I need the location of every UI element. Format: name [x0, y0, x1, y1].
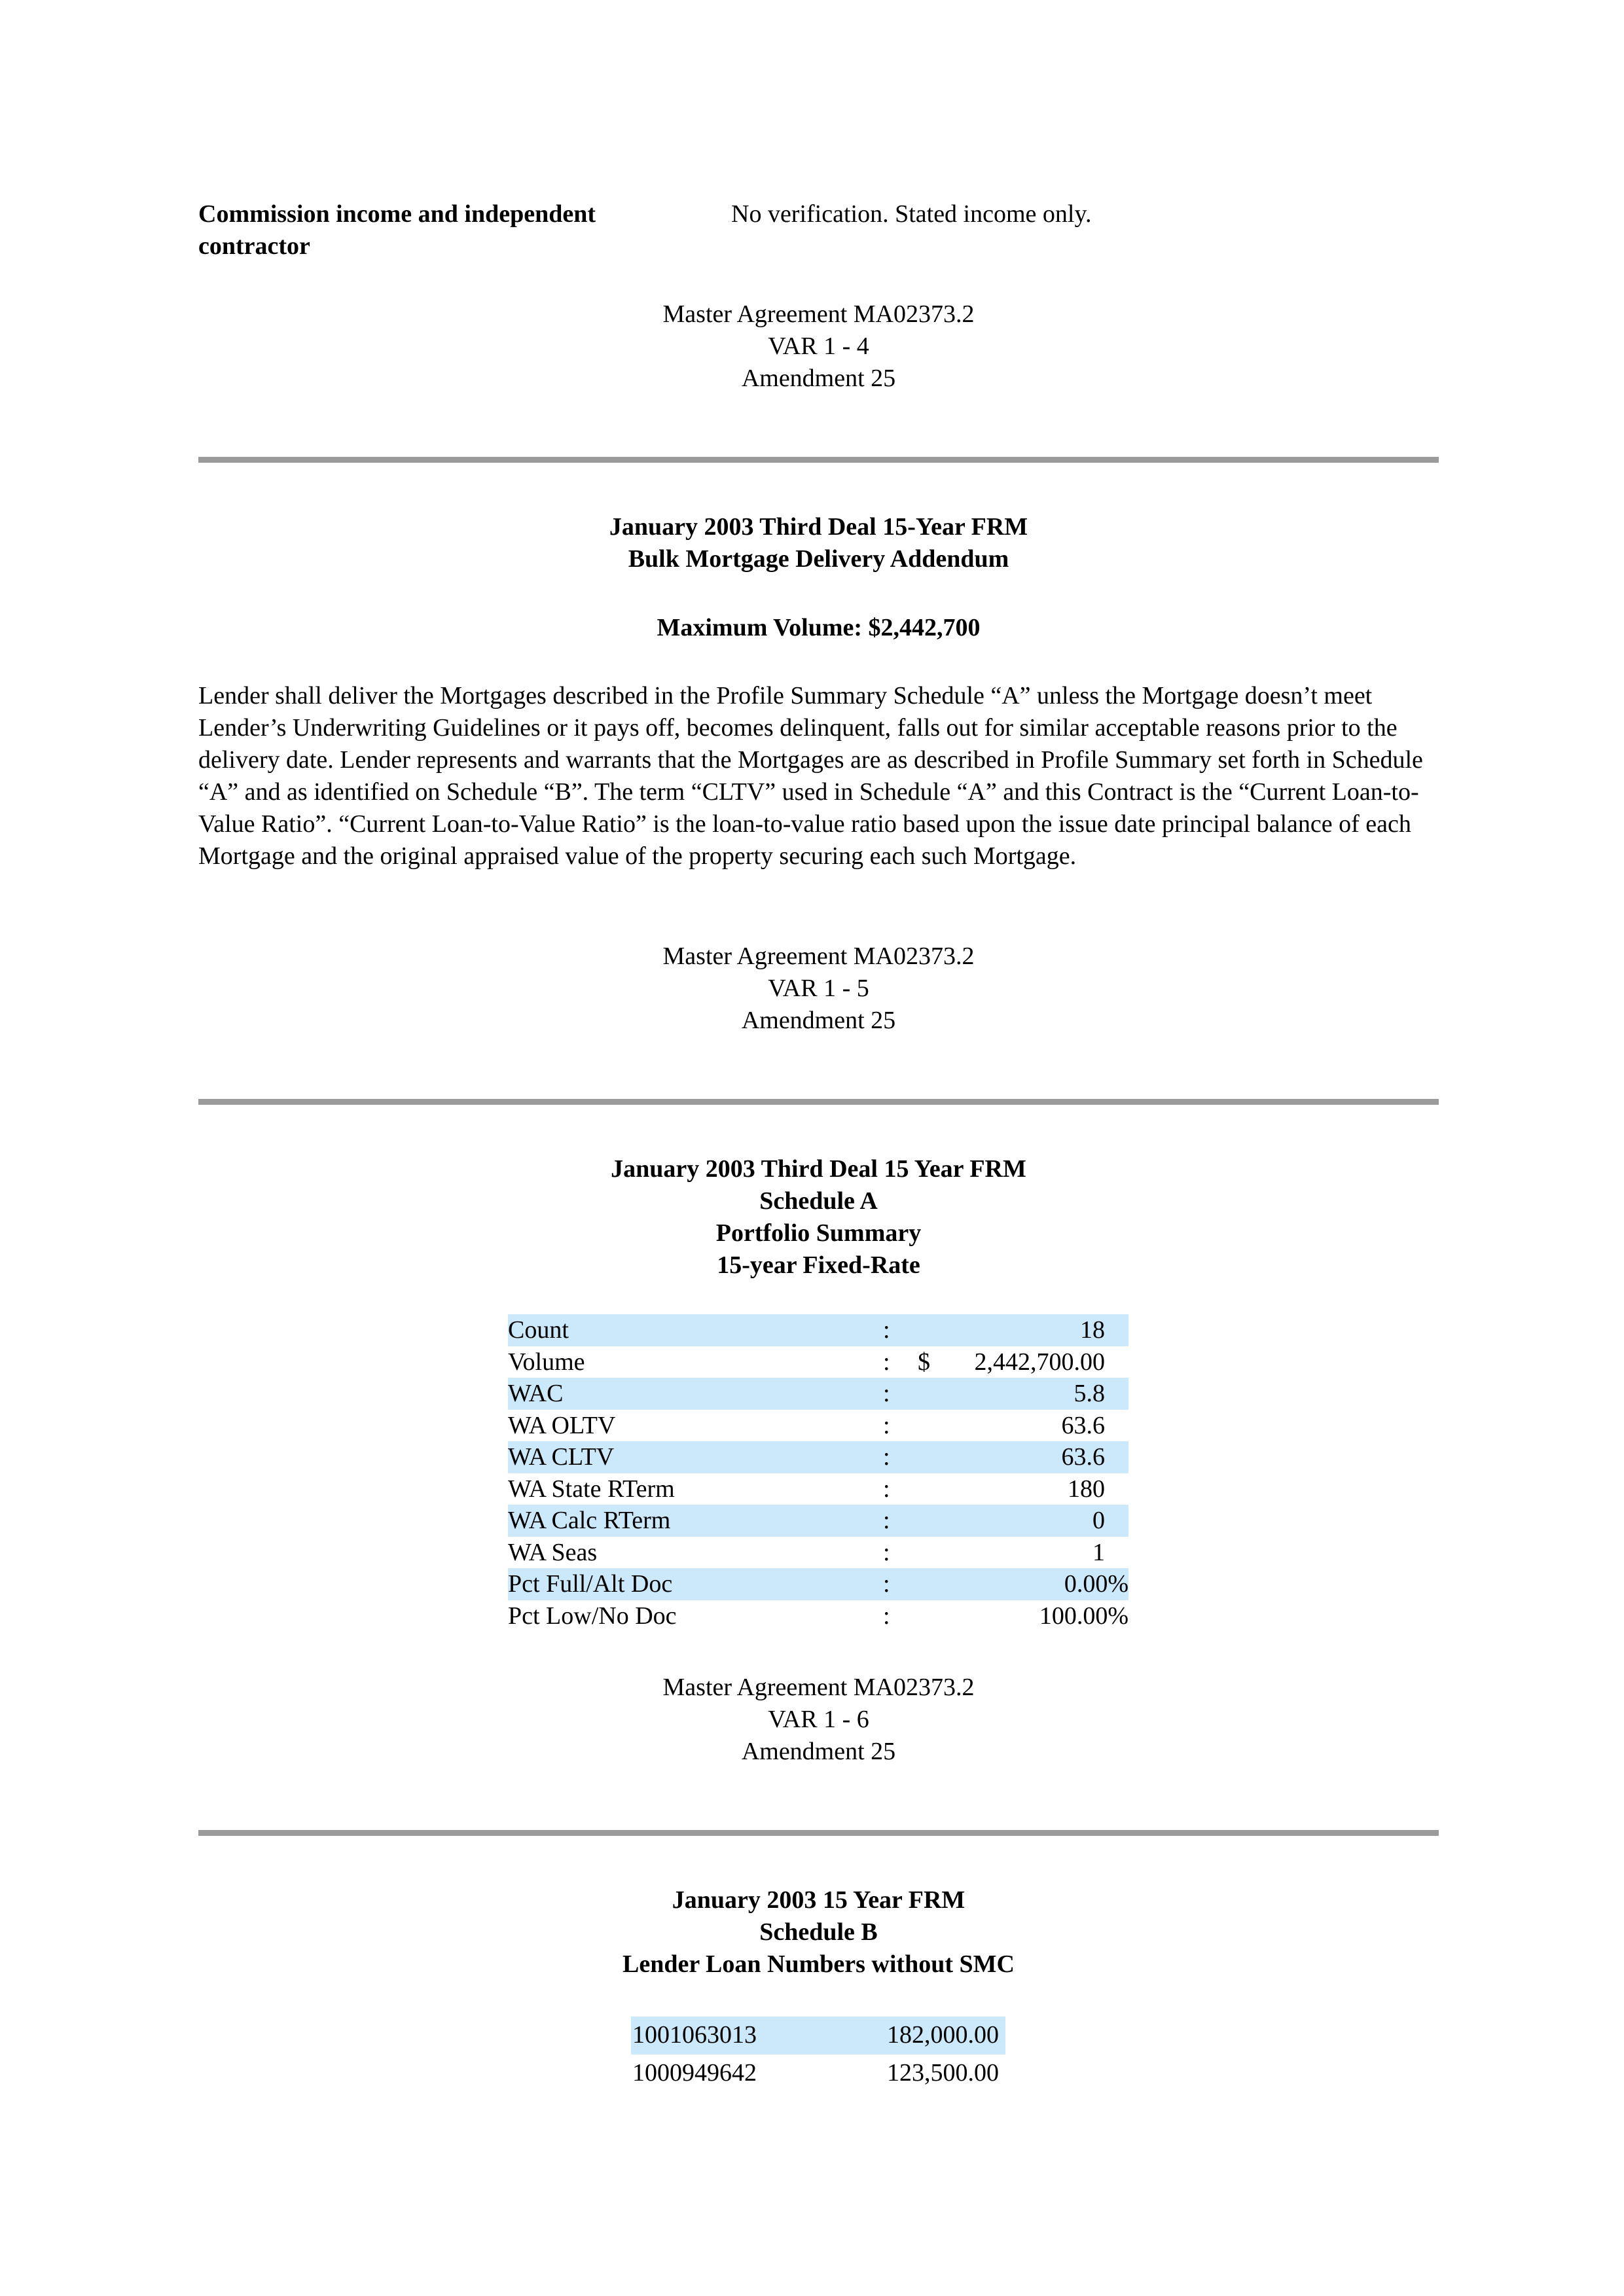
summary-row [508, 1473, 1128, 1505]
page-divider [198, 1830, 1439, 1836]
summary-value: 0.00% [1064, 1570, 1128, 1598]
footer-agreement: Master Agreement MA02373.2 [662, 1674, 975, 1701]
summary-value: 100.00% [1039, 1602, 1128, 1630]
summary-label: Pct Low/No Doc [508, 1602, 677, 1630]
summary-label: WA Calc RTerm [508, 1507, 671, 1534]
schedule-b-title-line-2: Schedule B [759, 1918, 878, 1946]
summary-value: 63.6 [1061, 1443, 1105, 1471]
summary-row [508, 1346, 1128, 1378]
summary-label: WA Seas [508, 1538, 598, 1566]
footer-page-ref: VAR 1 - 4 [768, 332, 869, 360]
summary-colon: : [883, 1380, 890, 1407]
loan-row [631, 2017, 1005, 2054]
schedule-a-title-line-1: January 2003 Third Deal 15 Year FRM [611, 1155, 1026, 1183]
portfolio-summary-table [508, 1314, 1128, 1632]
summary-label: WA CLTV [508, 1443, 615, 1471]
summary-currency: $ [918, 1348, 930, 1376]
addendum-body-paragraph: Lender shall deliver the Mortgages described in the Profile Summary Schedule “A” unless the Mortgage doesn’t meet Lender’s Underwriting Guidelines or it pays off, becomes delinquent, falls out for similar acceptable reasons prior to the delivery date. Lender represents and warrants that the Mortgages are as described in Profile Summary set forth in Schedule “A” and as identified on Schedule “B”. The term “CLTV” used in Schedule “A” and this Contract is the “Current Loan-to-Value Ratio”. “Current Loan-to-Value Ratio” is the loan-to-value ratio based upon the issue date principal balance of each Mortgage and the original appraised value of the property securing each such Mortgage. [198, 682, 1423, 870]
summary-colon: : [883, 1507, 890, 1534]
summary-colon: : [883, 1602, 890, 1630]
footer-page-ref: VAR 1 - 6 [768, 1706, 869, 1733]
loan-number: 1000949642 [632, 2059, 757, 2087]
summary-colon: : [883, 1316, 890, 1344]
summary-value: 180 [1068, 1475, 1105, 1503]
schedule-b-title-line-3: Lender Loan Numbers without SMC [623, 1950, 1015, 1978]
summary-colon: : [883, 1411, 890, 1439]
addendum-title-line-1: January 2003 Third Deal 15-Year FRM [609, 513, 1028, 541]
summary-label: Count [508, 1316, 569, 1344]
page-footer-2 [198, 941, 1439, 1037]
summary-value: 5.8 [1074, 1380, 1105, 1407]
page-footer-3 [198, 1672, 1439, 1768]
summary-colon: : [883, 1443, 890, 1471]
summary-value: 0 [1092, 1507, 1105, 1534]
summary-row [508, 1410, 1128, 1442]
summary-label: WAC [508, 1380, 564, 1407]
summary-colon: : [883, 1538, 890, 1566]
loan-amount: 182,000.00 [887, 2021, 999, 2049]
summary-row [508, 1378, 1128, 1410]
footer-page-ref: VAR 1 - 5 [768, 975, 869, 1002]
summary-row [508, 1600, 1128, 1632]
footer-amendment: Amendment 25 [741, 365, 896, 392]
income-type-label: Commission income and independent contractor [198, 200, 596, 260]
summary-row [508, 1441, 1128, 1473]
summary-label: WA State RTerm [508, 1475, 675, 1503]
schedule-b-title-line-1: January 2003 15 Year FRM [672, 1886, 965, 1914]
addendum-title [198, 511, 1439, 575]
footer-agreement: Master Agreement MA02373.2 [662, 942, 975, 970]
page-divider [198, 1099, 1439, 1105]
footer-agreement: Master Agreement MA02373.2 [662, 300, 975, 328]
summary-row [508, 1314, 1128, 1346]
summary-label: WA OLTV [508, 1411, 616, 1439]
footer-amendment: Amendment 25 [741, 1738, 896, 1765]
summary-value: 18 [1080, 1316, 1105, 1344]
loan-amount: 123,500.00 [887, 2059, 999, 2087]
maximum-volume: Maximum Volume: $2,442,700 [657, 614, 981, 641]
schedule-a-title-line-4: 15-year Fixed-Rate [717, 1251, 920, 1279]
loan-number: 1001063013 [632, 2021, 757, 2049]
summary-colon: : [883, 1570, 890, 1598]
summary-label: Volume [508, 1348, 585, 1376]
addendum-title-line-2: Bulk Mortgage Delivery Addendum [628, 545, 1009, 573]
page-divider [198, 457, 1439, 463]
income-verification-value: No verification. Stated income only. [731, 200, 1092, 228]
summary-row [508, 1505, 1128, 1537]
loan-row [631, 2054, 1005, 2092]
summary-row [508, 1537, 1128, 1569]
loan-numbers-table [631, 2017, 1005, 2092]
summary-value: 63.6 [1061, 1411, 1105, 1439]
summary-value: 2,442,700.00 [974, 1348, 1105, 1376]
summary-value: 1 [1092, 1538, 1105, 1566]
summary-colon: : [883, 1475, 890, 1503]
schedule-b-title [198, 1884, 1439, 1981]
summary-row [508, 1568, 1128, 1600]
summary-colon: : [883, 1348, 890, 1376]
schedule-a-title [198, 1153, 1439, 1282]
page-footer-1 [198, 298, 1439, 395]
summary-label: Pct Full/Alt Doc [508, 1570, 673, 1598]
schedule-a-title-line-3: Portfolio Summary [715, 1219, 922, 1247]
schedule-a-title-line-2: Schedule A [759, 1187, 878, 1215]
footer-amendment: Amendment 25 [741, 1007, 896, 1034]
